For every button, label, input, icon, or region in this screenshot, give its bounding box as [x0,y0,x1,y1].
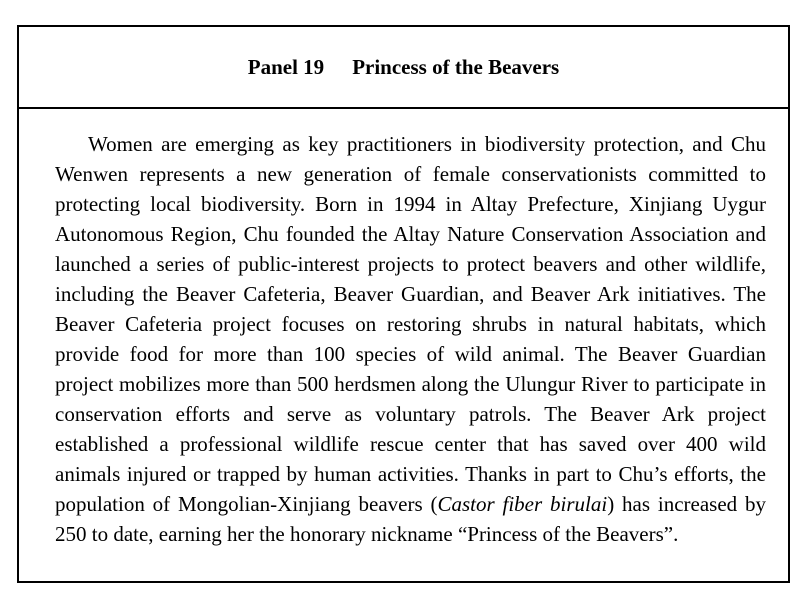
body-text-after-species: ) has increased by 250 to date, earning her the honorary nickname “Princess of the Beavers”. [55,492,766,546]
species-name-italic: Castor fiber birulai [437,492,608,516]
body-paragraph [55,129,766,549]
panel-label: Panel 19 [247,54,325,79]
panel-header [19,27,788,109]
body-text-before-species: Women are emerging as key practitioners in biodiversity protection, and Chu Wenwen represents a new generation of female conservationists committed to protecting local biodiversity. Born in 1994 in Altay Prefecture, Xinjiang Uygur Autonomous Region, Chu founded the Altay Nature Conservation Association and launched a series of public-interest projects to protect beavers and other wildlife, including the Beaver Cafeteria, Beaver Guardian, and Beaver Ark initiatives. The Beaver Cafeteria project focuses on restoring shrubs in natural habitats, which provide food for more than 100 species of wild animal. The Beaver Guardian project mobilizes more than 500 herdsmen along the Ulungur River to participate in conservation efforts and serve as voluntary patrols. The Beaver Ark project established a professional wildlife rescue center that has saved over 400 wild animals injured or trapped by human activities. Thanks in part to Chu’s efforts, the population of Mongolian-Xinjiang beavers ( [55,132,766,516]
panel-title: Princess of the Beavers [352,54,560,79]
panel-19-container [17,25,790,583]
panel-body [19,109,788,581]
